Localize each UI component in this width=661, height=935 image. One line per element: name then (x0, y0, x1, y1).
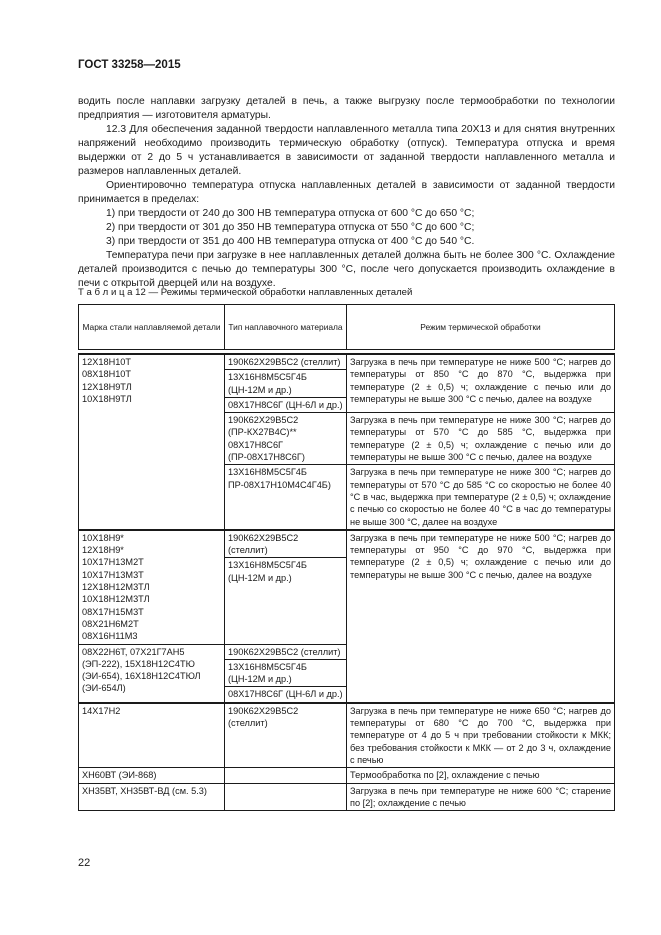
material-cell: 13Х16Н8М5С5Г4Б ПР-08Х17Н10М4С4Г4Б) (225, 465, 347, 530)
mode-cell: Термообработка по [2], охлаждение с печью (347, 768, 615, 783)
material-cell (225, 768, 347, 783)
list-item: 3) при твердости от 351 до 400 НВ температура отпуска от 400 °С до 540 °С. (106, 236, 475, 247)
mode-cell: Загрузка в печь при температуре не ниже 300 °С; нагрев до температуры от 570 °С до 585 °С, выдержка при температуре (2 ± 0,5) ч; охлаждение с печью или до температуры не выше 300 °С с печью, далее на воздухе (347, 413, 615, 465)
material-cell: 190К62Х29В5С2 (стеллит) (225, 703, 347, 768)
material-cell: 190К62Х29В5С2 (стеллит) (225, 354, 347, 370)
material-item: 190К62Х29В5С2 (стеллит) (225, 531, 346, 559)
steel-grade-cell: ХН60ВТ (ЭИ-868) (79, 768, 225, 783)
steel-grade-cell: ХН35ВТ, ХН35ВТ-ВД (см. 5.3) (79, 783, 225, 811)
paragraph: водить после наплавки загрузку деталей в печь, а также выгрузку после термообработки по технологии предприятия — изготовителя арматуры. (78, 96, 615, 121)
table-row (79, 530, 615, 644)
material-cell: 190К62Х29В5С2 (ПР-КХ27В4С)** 08Х17Н8С6Г (ПР-08Х17Н8С6Г) (225, 413, 347, 465)
material-cell (225, 530, 347, 644)
mode-cell: Загрузка в печь при температуре не ниже 650 °С; нагрев до температуры от 680 °С до 700 °С, выдержка при температуре от 4 до 5 ч при требовании стойкости к МКК; без требования стойкости к МКК — от 2 до 3 ч, охлаждение с печью (347, 703, 615, 768)
paragraph: Температура печи при загрузке в нее наплавленных деталей должна быть не более 300 °С. Охлаждение деталей производится с печью до температуры 300 °С, после чего допускается производить охлаждение в печи с открытой дверцей или на воздухе. (78, 250, 615, 289)
mode-cell: Загрузка в печь при температуре не ниже 600 °С; старение по [2]; охлаждение с печью (347, 783, 615, 811)
heat-treatment-table (78, 304, 615, 811)
table-row (79, 768, 615, 783)
column-header-material: Тип наплавочного материала (225, 305, 347, 350)
list-item: 1) при твердости от 240 до 300 НВ температура отпуска от 600 °С до 650 °С; (106, 208, 475, 219)
steel-grade-cell: 08Х22Н6Т, 07Х21Г7АН5 (ЭП-222), 15Х18Н12С4ТЮ (ЭИ-654), 16Х18Н12С4ТЮЛ (ЭИ-654Л) (79, 644, 225, 703)
paragraph: 12.3 Для обеспечения заданной твердости наплавленного металла типа 20Х13 и для снятия внутренних напряжений необходимо производить термическую обработку (отпуск). Температура отпуска и время выдержки от 2 до 5 ч устанавливается в зависимости от заданной твердости наплавленного металла и размеров наплавленных деталей. (78, 124, 615, 177)
steel-grade-cell: 10Х18Н9* 12Х18Н9* 10Х17Н13М2Т 10Х17Н13М3Т 12Х18Н12М3ТЛ 10Х18Н12М3ТЛ 08Х17Н15М3Т 08Х21Н6М2Т 08Х16Н11М3 (79, 530, 225, 644)
table-header-row (79, 305, 615, 350)
body-text (78, 95, 615, 291)
steel-grade-cell: 14Х17Н2 (79, 703, 225, 768)
column-header-steel: Марка стали наплавляемой детали (79, 305, 225, 350)
list-item: 2) при твердости от 301 до 350 НВ температура отпуска от 550 °С до 600 °С; (106, 222, 475, 233)
column-header-mode: Режим термической обработки (347, 305, 615, 350)
material-cell: 13Х16Н8М5С5Г4Б (ЦН-12М и др.) (225, 370, 347, 398)
steel-grade-cell: 12Х18Н10Т 08Х18Н10Т 12Х18Н9ТЛ 10Х18Н9ТЛ (79, 354, 225, 530)
table-row (79, 783, 615, 811)
page-number: 22 (78, 857, 91, 869)
material-item: 13Х16Н8М5С5Г4Б (ЦН-12М и др.) (228, 560, 307, 583)
material-cell (225, 783, 347, 811)
mode-cell: Загрузка в печь при температуре не ниже 300 °С; нагрев до температуры от 570 °С до 585 °С со скоростью не более 40 °С в час, выдержка при температуре (2 ± 0,5) ч; охлаждение с печью со скоростью не более 40 °С в час до температуры не выше 300 °С, далее на воздухе (347, 465, 615, 530)
material-cell: 13Х16Н8М5С5Г4Б (ЦН-12М и др.) (225, 659, 347, 687)
paragraph: Ориентировочно температура отпуска наплавленных деталей в зависимости от заданной твердости принимается в пределах: (78, 180, 615, 205)
table-caption: Т а б л и ц а 12 — Режимы термической обработки наплавленных деталей (78, 287, 413, 298)
document-header: ГОСТ 33258—2015 (78, 59, 181, 71)
material-cell: 08Х17Н8С6Г (ЦН-6Л и др.) (225, 687, 347, 703)
material-cell: 190К62Х29В5С2 (стеллит) (225, 644, 347, 659)
mode-cell: Загрузка в печь при температуре не ниже 500 °С; нагрев до температуры от 850 °С до 870 °С, выдержка при температуре (2 ± 0,5) ч; охлаждение с печью или до температуры не выше 300 °С с печью, далее на воздухе (347, 354, 615, 413)
table-row (79, 703, 615, 768)
mode-cell: Загрузка в печь при температуре не ниже 500 °С; нагрев до температуры от 950 °С до 970 °С, выдержка при температуре (2 ± 0,5) ч; охлаждение с печью или до температуры не выше 300 °С с печью, далее на воздухе (347, 530, 615, 703)
material-cell: 08Х17Н8С6Г (ЦН-6Л и др.) (225, 397, 347, 412)
table-row (79, 354, 615, 370)
